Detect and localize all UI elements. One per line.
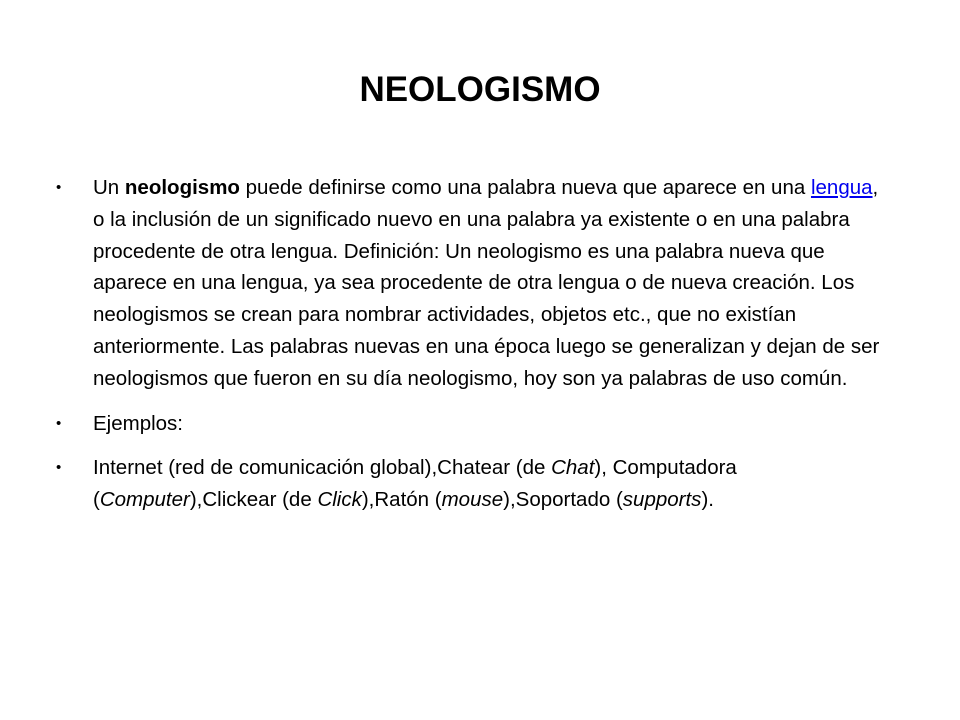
examples-italic-chat: Chat [551, 456, 595, 480]
definition-text-before-link: puede definirse como una palabra nueva que aparece en una [239, 176, 811, 199]
examples-text-4: ),Ratón ( [361, 488, 442, 512]
bullet-examples [48, 452, 888, 516]
definition-prefix: Un [93, 176, 125, 199]
bullet-icon: • [56, 459, 62, 477]
examples-italic-mouse: mouse [441, 488, 504, 512]
lengua-link[interactable]: lengua [810, 176, 873, 199]
examples-italic-computer: Computer [99, 488, 190, 512]
examples-label: Ejemplos: [93, 411, 184, 435]
bullet-icon: • [56, 414, 62, 432]
bullet-examples-label [48, 408, 888, 440]
bullet-icon: • [56, 179, 62, 196]
bullet-definition [48, 172, 888, 395]
examples-text-6: ). [701, 488, 714, 512]
definition-text-after-link: , o la inclusión de un significado nuevo en una palabra ya existente o en una palabra procedente de otra lengua. Definición: Un neologismo es una palabra nueva que aparece en una lengua, ya sea procedente de otra lengua o de nueva creación. Los neologismos se crean para nombrar actividades, objetos etc., que no existían anteriormente. Las palabras nuevas en una época luego se generalizan y dejan de ser neologismos que fueron en su día neologismo, hoy son ya palabras de uso común. [93, 176, 880, 390]
slide-title: NEOLOGISMO [359, 70, 601, 109]
definition-bold-term: neologismo [124, 176, 240, 199]
bullet-list [48, 172, 888, 529]
examples-text-2: ), Computadora ( [93, 456, 737, 512]
examples-text-3: ),Clickear (de [189, 488, 318, 512]
examples-text-5: ),Soportado ( [503, 488, 623, 512]
examples-italic-supports: supports [622, 488, 702, 512]
examples-italic-click: Click [317, 488, 362, 512]
examples-text-1: Internet (red de comunicación global),Chatear (de [93, 456, 552, 480]
